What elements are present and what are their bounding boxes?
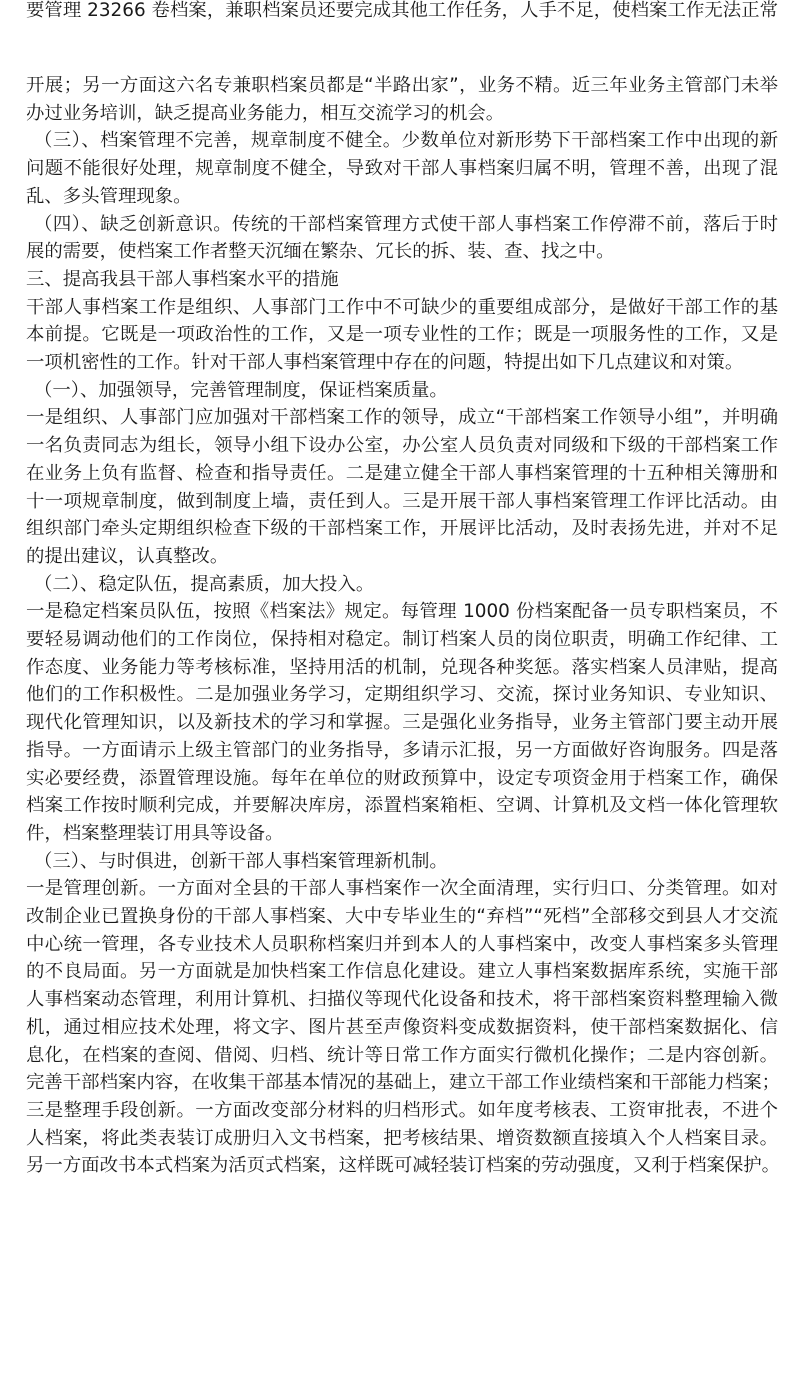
text-line: 的提出建议，认真整改。 [26, 545, 229, 567]
text-line: 的不良局面。另一方面就是加快档案工作信息化建设。建立人事档案数据库系统，实施干部 [26, 961, 778, 983]
text-line: 三是整理手段创新。一方面改变部分材料的归档形式。如年度考核表、工资审批表，不进个 [26, 1099, 778, 1121]
text-line: 一是管理创新。一方面对全县的干部人事档案作一次全面清理，实行归口、分类管理。如对 [26, 878, 778, 900]
text-line: 完善干部档案内容，在收集干部基本情况的基础上，建立干部工作业绩档案和干部能力档案； [26, 1072, 781, 1094]
text-line: 一名负责同志为组长，领导小组下设办公室，办公室人员负责对同级和下级的干部档案工作 [26, 435, 778, 457]
text-line: 中心统一管理，各专业技术人员职称档案归并到本人的人事档案中，改变人事档案多头管理 [26, 933, 778, 955]
text-line: 人事档案动态管理，利用计算机、扫描仪等现代化设备和技术，将干部档案资料整理输入微 [26, 989, 778, 1011]
text-line: （二）、稳定队伍，提高素质，加大投入。 [34, 573, 375, 595]
text-line: 一项机密性的工作。针对干部人事档案管理中存在的问题，特提出如下几点建议和对策。 [26, 352, 744, 373]
text-line: 十一项规章制度，做到制度上墙，责任到人。三是开展干部人事档案管理工作评比活动。由 [26, 490, 778, 512]
text-line: 组织部门牵头定期组织检查下级的干部档案工作，开展评比活动，及时表扬先进，并对不足 [26, 518, 778, 540]
text-line: 办过业务培训，缺乏提高业务能力，相互交流学习的机会。 [26, 102, 505, 124]
text-line: 展的需要，使档案工作者整天沉缅在繁杂、冗长的拆、装、查、找之中。 [26, 241, 615, 263]
text-line: 另一方面改书本式档案为活页式档案，这样既可减轻装订档案的劳动强度，又利于档案保护。 [26, 1155, 781, 1177]
text-line: 机，通过相应技术处理，将文字、图片甚至声像资料变成数据资料，使干部档案数据化、信 [26, 1016, 778, 1038]
text-line: （三）、与时俱进，创新干部人事档案管理新机制。 [34, 850, 448, 872]
text-line: 问题不能很好处理，规章制度不健全，导致对干部人事档案归属不明，管理不善，出现了混 [26, 158, 778, 180]
text-line: 息化，在档案的查阅、借阅、归档、统计等日常工作方面实行微机化操作；二是内容创新。 [26, 1044, 778, 1066]
text-line: 他们的工作积极性。二是加强业务学习，定期组织学习、交流，探讨业务知识、专业知识、 [26, 684, 778, 706]
text-line: 乱、多头管理现象。 [26, 185, 192, 207]
text-line: （四）、缺乏创新意识。传统的干部档案管理方式使干部人事档案工作停滞不前，落后于时 [34, 213, 778, 235]
text-line: 指导。一方面请示上级主管部门的业务指导，多请示汇报，另一方面做好咨询服务。四是落 [26, 739, 778, 761]
text-line: 一是组织、人事部门应加强对干部档案工作的领导，成立“干部档案工作领导小组”，并明确 [26, 407, 778, 429]
text-line: 干部人事档案工作是组织、人事部门工作中不可缺少的重要组成部分，是做好干部工作的基 [26, 296, 778, 318]
text-line: 改制企业已置换身份的干部人事档案、大中专毕业生的“弃档”“死档”全部移交到县人才交流 [26, 906, 778, 927]
text-line: 档案工作按时顺利完成，并要解决库房，添置档案箱柜、空调、计算机及文档一体化管理软 [26, 795, 778, 817]
text-line: 本前提。它既是一项政治性的工作，又是一项专业性的工作；既是一项服务性的工作，又是 [26, 324, 778, 346]
text-line: 要轻易调动他们的工作岗位，保持相对稳定。制订档案人员的岗位职责，明确工作纪律、工 [26, 629, 778, 650]
text-line: 一是稳定档案员队伍，按照《档案法》规定。每管理 1000 份档案配备一员专职档案员，不 [26, 601, 778, 623]
text-line: 三、提高我县干部人事档案水平的措施 [26, 268, 339, 290]
text-line: 开展；另一方面这六名专兼职档案员都是“半路出家”，业务不精。近三年业务主管部门未举 [26, 75, 778, 96]
text-line: 件，档案整理装订用具等设备。 [26, 822, 284, 844]
text-line: 人档案，将此类表装订成册归入文书档案，把考核结果、增资数额直接填入个人档案目录。 [26, 1127, 778, 1149]
text-line: 在业务上负有监督、检查和指导责任。二是建立健全干部人事档案管理的十五种相关簿册和 [26, 462, 778, 484]
text-line: 作态度、业务能力等考核标准，坚持用活的机制，兑现各种奖惩。落实档案人员津贴，提高 [26, 656, 778, 678]
text-line: 要管理 23266 卷档案，兼职档案员还要完成其他工作任务，人手不足，使档案工作无法正常 [26, 0, 778, 21]
text-line: 现代化管理知识，以及新技术的学习和掌握。三是强化业务指导，业务主管部门要主动开展 [26, 712, 778, 734]
text-line: （三）、档案管理不完善，规章制度不健全。少数单位对新形势下干部档案工作中出现的新 [34, 130, 778, 152]
text-line: 实必要经费，添置管理设施。每年在单位的财政预算中，设定专项资金用于档案工作，确保 [26, 767, 778, 789]
text-line: （一）、加强领导，完善管理制度，保证档案质量。 [34, 379, 448, 401]
